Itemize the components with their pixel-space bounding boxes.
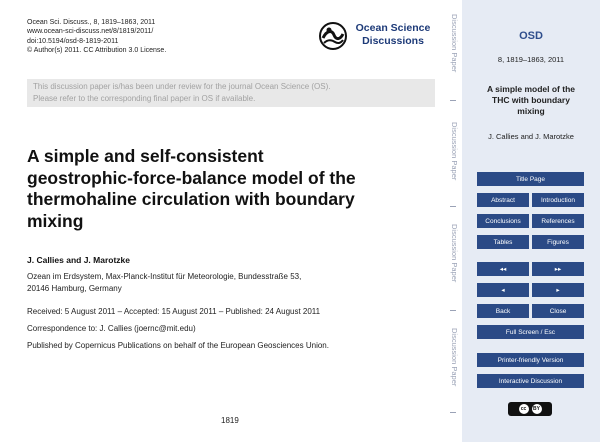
strip-label-4: Discussion Paper xyxy=(450,328,459,387)
panel-journal: OSD xyxy=(519,30,543,42)
introduction-button[interactable]: Introduction xyxy=(532,193,584,207)
strip-divider xyxy=(450,412,456,413)
wave-logo-icon xyxy=(318,21,348,51)
title-page-button[interactable]: Title Page xyxy=(477,172,584,186)
short-title-line2: THC with boundary xyxy=(492,95,570,105)
attribution-icon: BY xyxy=(533,406,540,412)
title-line3: thermohaline circulation with boundary xyxy=(27,189,355,209)
page-number: 1819 xyxy=(221,416,239,425)
cc-license-badge[interactable] xyxy=(508,402,552,416)
title-line4: mixing xyxy=(27,210,84,231)
title-line2: geostrophic-force-balance model of the xyxy=(27,167,356,188)
publisher-line: Published by Copernicus Publications on behalf of the European Geosciences Union. xyxy=(27,341,329,350)
last-page-icon: ▸▸ xyxy=(554,266,562,273)
full-screen-button[interactable]: Full Screen / Esc xyxy=(477,325,584,339)
doi: doi:10.5194/osd-8-1819-2011 xyxy=(27,37,119,45)
title-line1: A simple and self-consistent xyxy=(27,146,264,166)
previous-icon: ◂ xyxy=(501,287,505,294)
strip-divider xyxy=(450,206,456,207)
notice-line2: Please refer to the corresponding final paper in OS if available. xyxy=(33,94,256,103)
last-page-button[interactable] xyxy=(532,262,584,276)
affiliation-line1: Ozean im Erdsystem, Max-Planck-Institut für Meteorologie, Bundesstraße 53, xyxy=(27,272,302,281)
discussion-paper-strip xyxy=(444,0,462,442)
paper-title xyxy=(27,146,432,232)
strip-divider xyxy=(450,100,456,101)
next-icon: ▸ xyxy=(556,287,560,294)
correspondence-line: Correspondence to: J. Callies (joernc@mit.edu) xyxy=(27,324,196,333)
first-page-button[interactable] xyxy=(477,262,529,276)
first-page-icon: ◂◂ xyxy=(499,266,507,273)
panel-authors: J. Callies and J. Marotzke xyxy=(488,132,574,141)
strip-divider xyxy=(450,310,456,311)
strip-label-2: Discussion Paper xyxy=(450,122,459,181)
notice-line1: This discussion paper is/has been under review for the journal Ocean Science (OS). xyxy=(33,82,331,91)
printer-friendly-button[interactable]: Printer-friendly Version xyxy=(477,353,584,367)
figures-button[interactable]: Figures xyxy=(532,235,584,249)
short-title-line1: A simple model of the xyxy=(486,84,575,94)
strip-label-3: Discussion Paper xyxy=(450,224,459,283)
journal-url[interactable]: www.ocean-sci-discuss.net/8/1819/2011/ xyxy=(27,28,154,36)
next-page-button[interactable] xyxy=(532,283,584,297)
logo-text-line2: Discussions xyxy=(362,35,424,47)
citation-block xyxy=(27,18,166,56)
interactive-discussion-button[interactable]: Interactive Discussion xyxy=(477,374,584,388)
panel-short-title xyxy=(462,84,600,117)
strip-label-1: Discussion Paper xyxy=(450,14,459,73)
affiliation-line2: 20146 Hamburg, Germany xyxy=(27,284,122,293)
back-button[interactable]: Back xyxy=(477,304,529,318)
panel-volume: 8, 1819–1863, 2011 xyxy=(497,55,565,64)
previous-page-button[interactable] xyxy=(477,283,529,297)
copyright: © Author(s) 2011. CC Attribution 3.0 License. xyxy=(27,47,167,55)
abstract-button[interactable]: Abstract xyxy=(477,193,529,207)
close-button[interactable]: Close xyxy=(532,304,584,318)
dates-line: Received: 5 August 2011 – Accepted: 15 August 2011 – Published: 24 August 2011 xyxy=(27,307,321,316)
conclusions-button[interactable]: Conclusions xyxy=(477,214,529,228)
cc-icon: cc xyxy=(519,404,529,414)
logo-text-line1: Ocean Science xyxy=(355,22,431,34)
short-title-line3: mixing xyxy=(517,106,545,116)
references-button[interactable]: References xyxy=(532,214,584,228)
journal-logo xyxy=(318,21,436,55)
paper-authors: J. Callies and J. Marotzke xyxy=(27,255,130,265)
journal-citation: Ocean Sci. Discuss., 8, 1819–1863, 2011 xyxy=(27,19,156,26)
review-notice xyxy=(27,79,435,107)
affiliation xyxy=(27,271,301,295)
tables-button[interactable]: Tables xyxy=(477,235,529,249)
